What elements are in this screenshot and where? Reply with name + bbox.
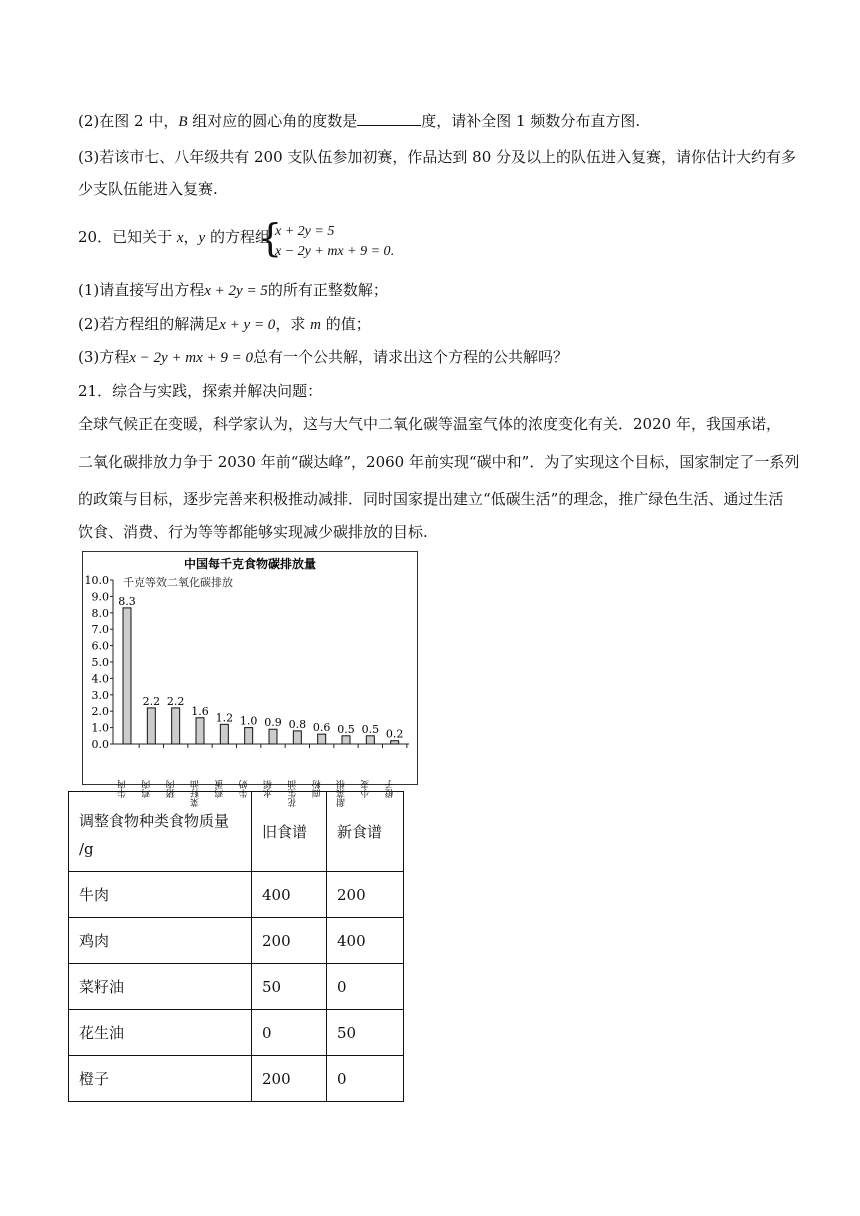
chart-bars	[118, 595, 403, 744]
chart-subtitle: 千克等效二氧化碳排放	[123, 576, 233, 589]
q20-part1-eq: x + 2y = 5	[204, 283, 268, 299]
table-cell-new: 0	[327, 1056, 404, 1102]
bar-value-label: 1.2	[215, 711, 234, 725]
table-header-food-line2: /g	[79, 839, 94, 858]
x-category-label: 水稻	[264, 780, 274, 798]
y-tick-label: 6.0	[91, 639, 109, 653]
answer-blank[interactable]	[357, 111, 421, 126]
table-cell-food: 牛肉	[69, 872, 252, 918]
bar-value-label: 0.5	[361, 722, 380, 736]
bar-4	[220, 724, 228, 744]
table-header-row	[69, 792, 404, 872]
x-category-label: 橙子	[385, 780, 396, 798]
bar-9	[342, 736, 350, 744]
x-category-label: 小麦	[361, 780, 372, 798]
q20-var-m: m	[310, 317, 321, 333]
bar-0	[123, 608, 131, 744]
carbon-emission-chart	[82, 551, 418, 807]
q20-var-y: y	[198, 230, 206, 246]
q20-part3	[78, 346, 798, 369]
bar-value-label: 1.0	[239, 714, 258, 728]
q19-part2-text-a: (2)在图 2 中，	[78, 112, 179, 130]
y-tick-label: 10.0	[84, 574, 109, 587]
q20-intro	[78, 226, 798, 249]
q20-part3-b: 总有一个公共解，请求出这个方程的公共解吗？	[253, 348, 569, 366]
q20-part2-c: 的值；	[320, 315, 371, 333]
table-row	[69, 964, 404, 1010]
q20-intro-c: 的方程组	[205, 228, 270, 246]
bar-value-label: 0.6	[312, 721, 331, 735]
q19-part2-group: B	[178, 114, 188, 130]
q20-var-x: x	[176, 230, 184, 246]
chart-axes	[85, 574, 410, 808]
q20-intro-b: ，	[183, 228, 199, 246]
equation-system	[275, 222, 394, 262]
x-category-label: 花生油	[288, 780, 299, 807]
bar-2	[172, 708, 180, 744]
table-cell-old: 0	[252, 1010, 327, 1056]
q20-part3-a: (3)方程	[78, 348, 130, 366]
q20-part2-b: ，求	[275, 315, 311, 333]
bar-1	[147, 708, 155, 744]
q20-part2-eq: x + y = 0	[219, 317, 276, 333]
table-row	[69, 1056, 404, 1102]
bar-7	[293, 731, 301, 744]
bar-6	[269, 729, 277, 744]
q21-paragraph-line2: 二氧化碳排放力争于 2030 年前“碳达峰”，2060 年前实现“碳中和”．为了实现这个目标，国家制定了一系列	[78, 453, 800, 471]
table-cell-new: 400	[327, 918, 404, 964]
bar-3	[196, 718, 204, 744]
q19-part2	[78, 110, 798, 133]
x-category-label: 鸡蛋	[215, 780, 226, 798]
q20-part2-a: (2)若方程组的解满足	[78, 315, 220, 333]
q19-part2-text-d: 度，请补全图 1 频数分布直方图.	[421, 112, 641, 130]
q21-paragraph-line4: 饮食、消费、行为等等都能够实现减少碳排放的目标.	[78, 523, 428, 541]
q19-part3-line2: 少支队伍能进入复赛.	[78, 180, 218, 198]
q19-part3-line1: (3)若该市七、八年级共有 200 支队伍参加初赛，作品达到 80 分及以上的队伍进入复赛，请你估计大约有多	[78, 148, 797, 166]
table-row	[69, 872, 404, 918]
bar-value-label: 0.2	[385, 727, 404, 741]
y-tick-label: 3.0	[91, 688, 109, 702]
q21-title: 21．综合与实践，探索并解决问题：	[78, 382, 323, 400]
bar-8	[318, 734, 326, 744]
equation-brace: {	[258, 216, 283, 260]
y-tick-label: 1.0	[91, 721, 109, 735]
y-tick-label: 0.0	[91, 738, 109, 751]
bar-5	[245, 728, 253, 744]
x-category-label: 鸡肉	[142, 780, 153, 798]
y-tick-label: 2.0	[91, 705, 109, 719]
x-category-label: 甜菜根	[337, 780, 347, 807]
diet-table	[68, 791, 404, 1102]
q20-part3-eq: x − 2y + mx + 9 = 0	[129, 350, 254, 366]
bar-value-label: 1.6	[191, 704, 209, 718]
q19-part2-text-c: 组对应的圆心角的度数是	[187, 112, 358, 130]
table-row	[69, 1010, 404, 1056]
x-category-label: 牛奶	[239, 780, 250, 798]
bar-value-label: 2.2	[142, 694, 161, 708]
bar-11	[391, 741, 399, 744]
table-header-new: 新食谱	[327, 792, 404, 872]
y-tick-label: 8.0	[91, 606, 109, 620]
x-category-label: 面粉	[312, 780, 323, 798]
equation-end-period: .	[390, 244, 395, 259]
x-category-label: 菜籽油	[191, 780, 201, 807]
q21-paragraph-line3: 的政策与目标，逐步完善来积极推动减排．同时国家提出建立“低碳生活”的理念，推广绿色生活、通过生活	[78, 490, 784, 508]
q20-intro-a: 20．已知关于	[78, 228, 177, 246]
y-tick-label: 7.0	[91, 623, 109, 637]
table-row	[69, 918, 404, 964]
table-header-food-line1: 调整食物种类食物质量	[79, 811, 230, 830]
table-cell-food: 花生油	[69, 1010, 252, 1056]
q21-paragraph-line1: 全球气候正在变暖，科学家认为，这与大气中二氧化碳等温室气体的浓度变化有关．2020 年，我国承诺，	[78, 415, 781, 433]
table-cell-food: 菜籽油	[69, 964, 252, 1010]
equation-1: x + 2y = 5	[275, 224, 335, 239]
table-cell-new: 200	[327, 872, 404, 918]
q20-part1-b: 的所有正整数解；	[267, 281, 388, 299]
table-cell-new: 0	[327, 964, 404, 1010]
bar-value-label: 0.8	[288, 717, 307, 731]
table-cell-food: 鸡肉	[69, 918, 252, 964]
table-cell-food: 橙子	[69, 1056, 252, 1102]
y-tick-label: 9.0	[91, 590, 109, 604]
bar-value-label: 8.3	[118, 594, 136, 608]
x-category-label: 牛肉	[118, 780, 128, 798]
table-cell-old: 50	[252, 964, 327, 1010]
table-header-old: 旧食谱	[252, 792, 327, 872]
chart-svg	[83, 552, 417, 807]
bar-value-label: 2.2	[166, 694, 185, 708]
table-header-food	[69, 792, 252, 872]
table-cell-old: 200	[252, 918, 327, 964]
equation-2: x − 2y + mx + 9 = 0	[275, 244, 391, 259]
q20-part1-a: (1)请直接写出方程	[78, 281, 205, 299]
q20-part1	[78, 279, 798, 302]
q20-part2	[78, 313, 798, 336]
equation-2-row	[275, 242, 394, 262]
bar-10	[366, 736, 374, 744]
bar-value-label: 0.9	[264, 716, 282, 730]
y-tick-label: 5.0	[91, 656, 109, 669]
bar-value-label: 0.5	[337, 722, 355, 736]
x-category-label: 猪肉	[166, 780, 177, 798]
table-cell-old: 200	[252, 1056, 327, 1102]
table-cell-new: 50	[327, 1010, 404, 1056]
y-tick-label: 4.0	[91, 672, 109, 686]
chart-title: 中国每千克食物碳排放量	[183, 557, 317, 571]
table-cell-old: 400	[252, 872, 327, 918]
